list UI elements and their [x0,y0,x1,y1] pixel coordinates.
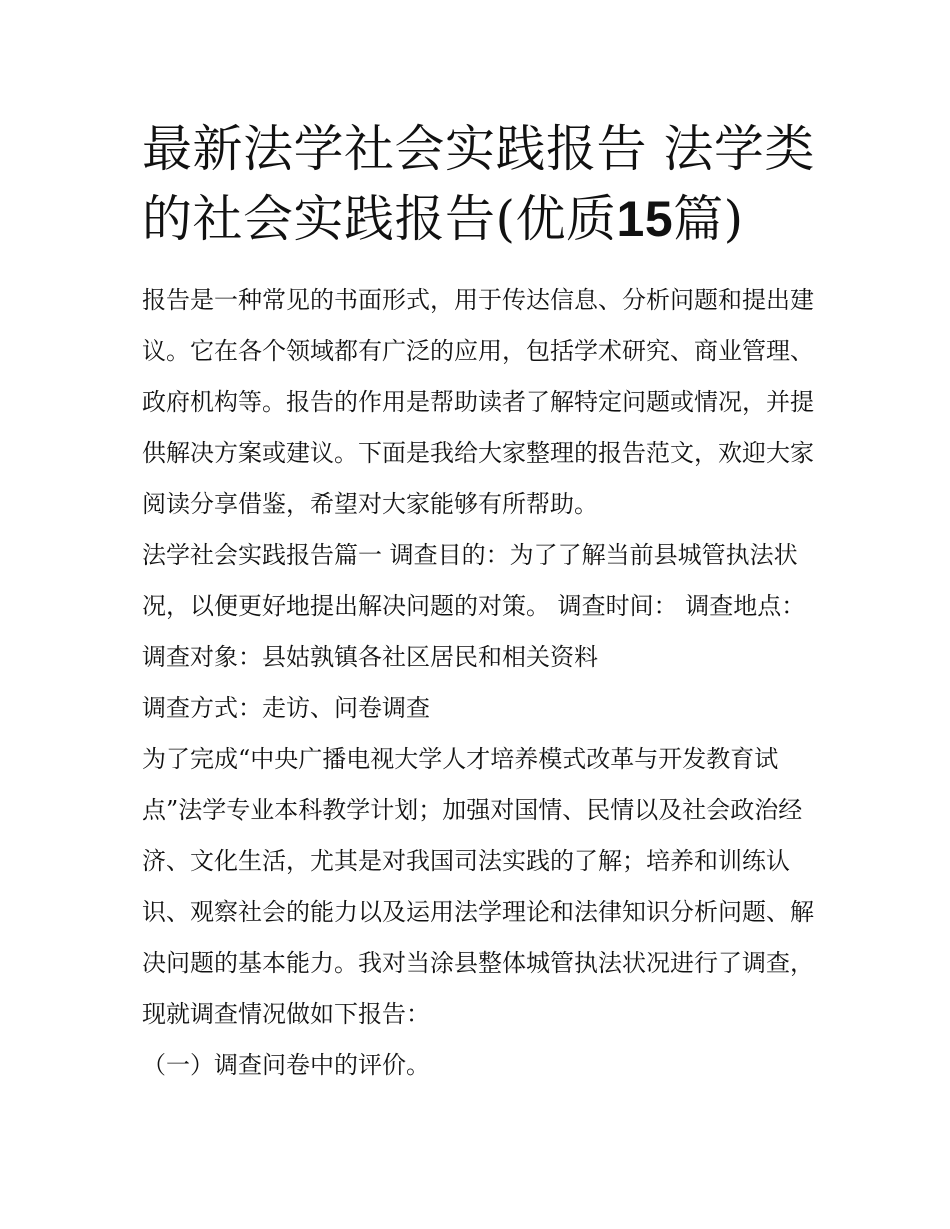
title-number: 15 [616,191,674,247]
survey-method-paragraph: 调查方式：走访、问卷调查 [142,694,430,722]
intro-paragraph: 报告是一种常见的书面形式，用于传达信息、分析问题和提出建议。它在各个领域都有广泛的应用，包括学术研究、商业管理、政府机构等。报告的作用是帮助读者了解特定问题或情况，并提供解决方案或建议。下面是我给大家整理的报告范文，欢迎大家阅读分享借鉴，希望对大家能够有所帮助。 [142,286,814,518]
title-text-part1: 最新法学社会实践报告 法学类的社会实践报告(优质 [142,120,815,248]
document-body [142,275,814,1091]
title-text-part2: 篇) [673,190,744,248]
purpose-paragraph: 为了完成“中央广播电视大学人才培养模式改革与开发教育试点”法学专业本科教学计划；加强对国情、民情以及社会政治经济、文化生活，尤其是对我国司法实践的了解；培养和训练认识、观察社会的能力以及运用法学理论和法律知识分析问题、解决问题的基本能力。我对当涂县整体城管执法状况进行了调查，现就调查情况做如下报告： [142,745,814,1028]
document-title [142,114,822,254]
section-one-paragraph: 法学社会实践报告篇一 调查目的：为了了解当前县城管执法状况，以便更好地提出解决问题的对策。 调查时间： 调查地点： 调查对象：县姑孰镇各社区居民和相关资料 [142,541,806,671]
subsection-heading: （一）调查问卷中的评价。 [142,1051,430,1079]
